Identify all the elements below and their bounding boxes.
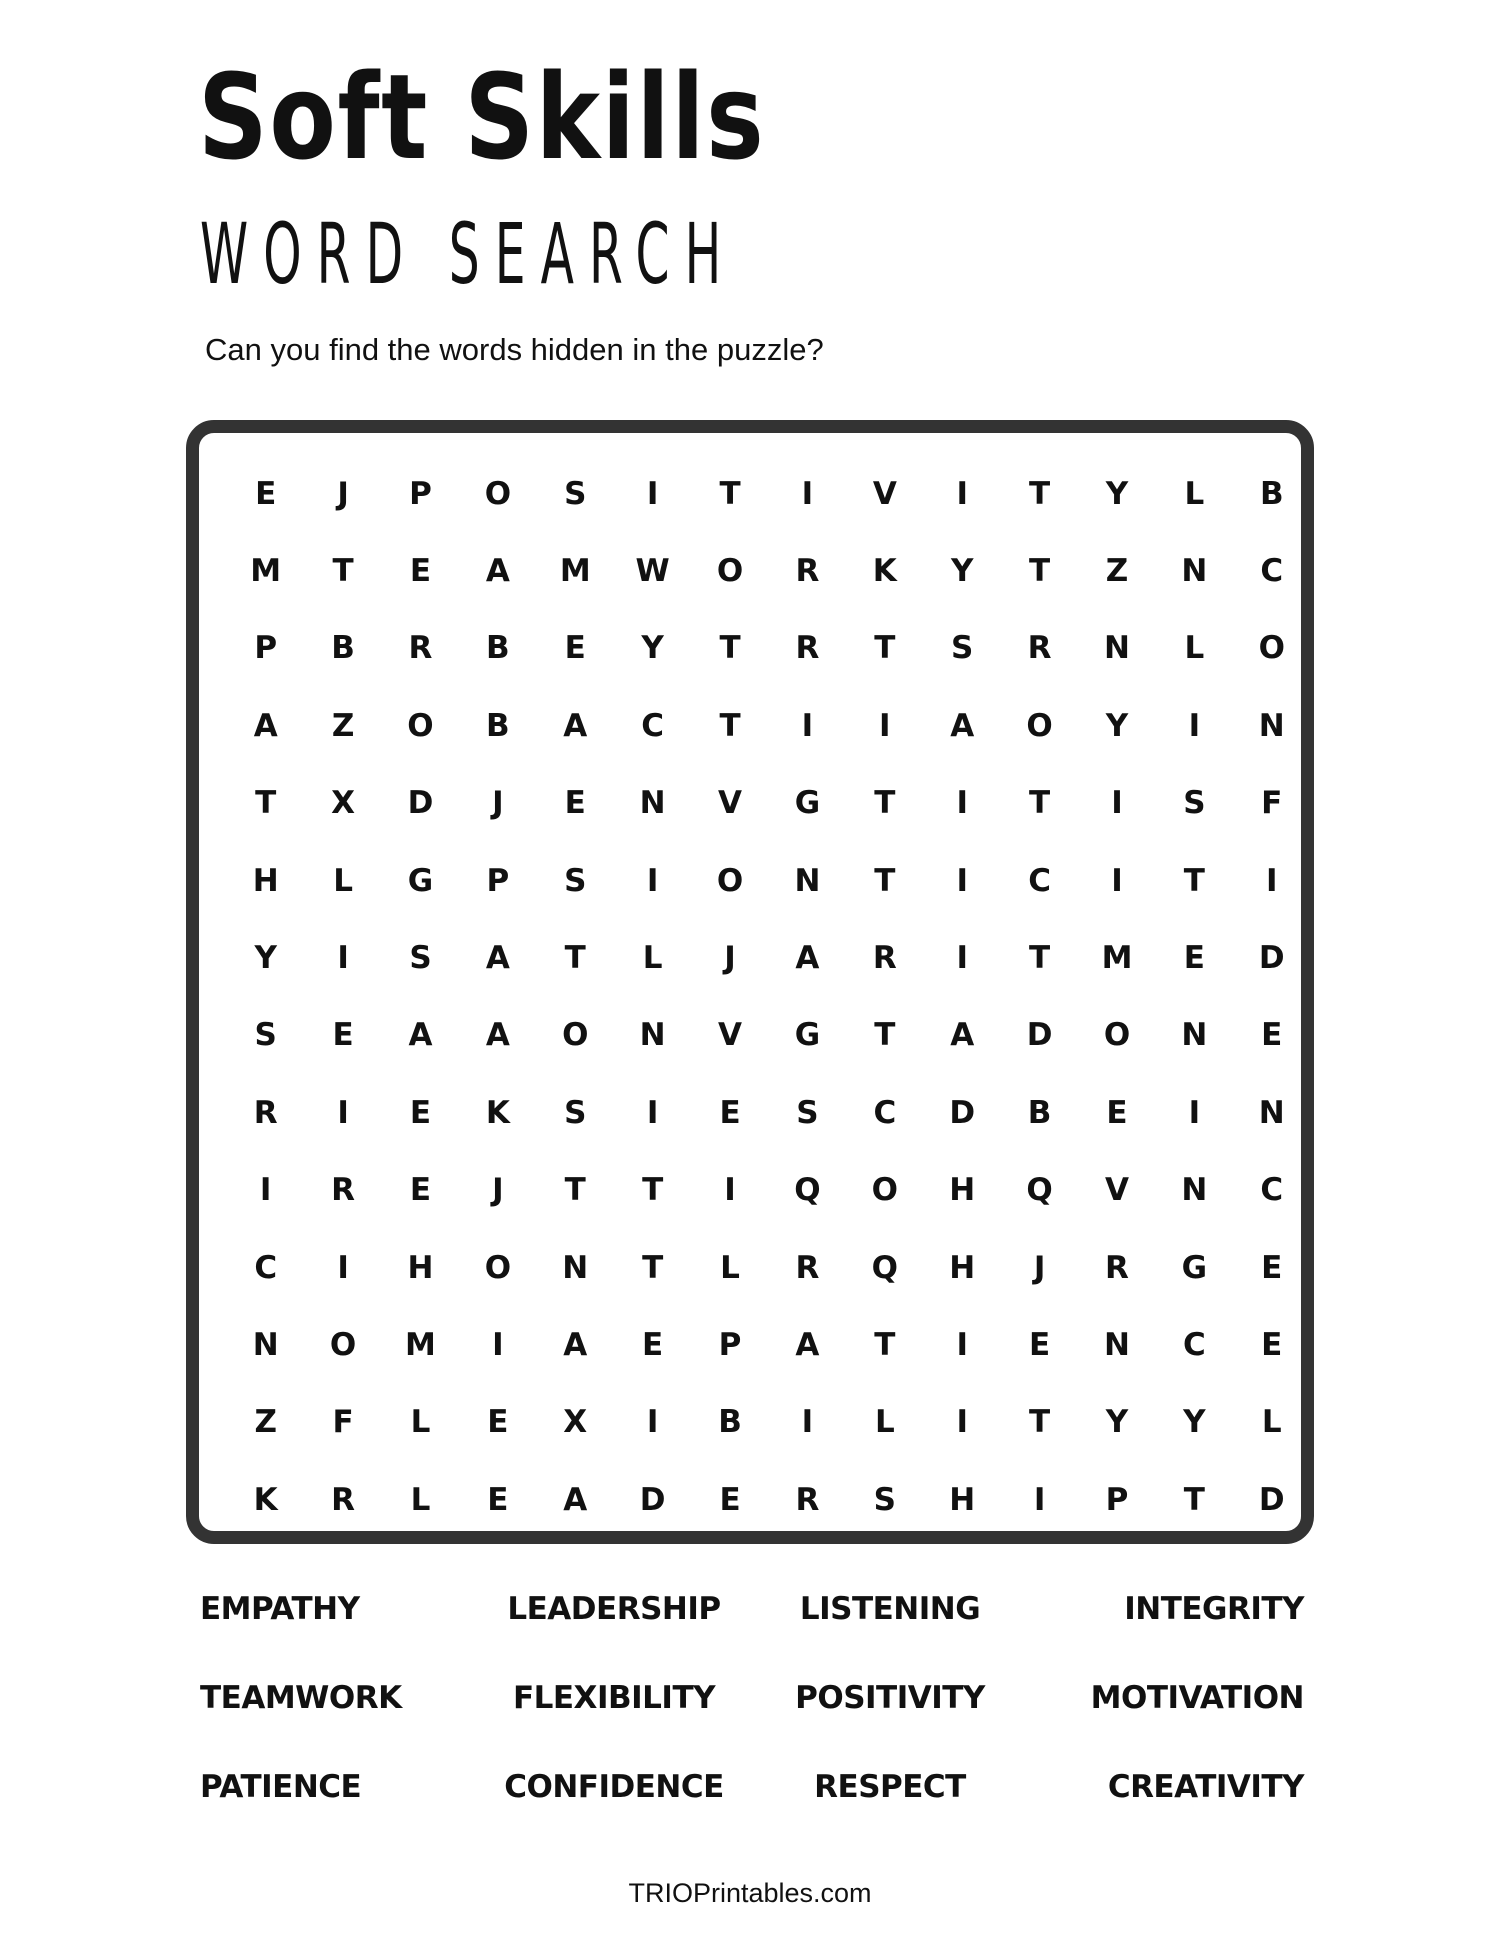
grid-letter[interactable]: Y <box>1105 1404 1129 1441</box>
grid-letter[interactable]: E <box>642 1326 664 1363</box>
grid-letter[interactable]: N <box>1258 1094 1285 1131</box>
grid-letter[interactable]: Q <box>1026 1172 1053 1209</box>
grid-letter[interactable]: I <box>724 1172 736 1209</box>
grid-letter[interactable]: D <box>407 785 434 822</box>
grid-letter[interactable]: I <box>1188 1094 1201 1131</box>
grid-letter[interactable]: P <box>1105 1481 1129 1518</box>
grid-letter[interactable]: I <box>956 785 968 822</box>
grid-letter[interactable]: H <box>949 1481 976 1518</box>
instructions: Can you find the words hidden in the puzzle? <box>205 332 824 367</box>
grid-letter[interactable]: T <box>874 630 896 667</box>
grid-letter[interactable]: V <box>872 475 897 512</box>
grid-letter[interactable]: J <box>1033 1249 1046 1286</box>
grid-letter[interactable]: T <box>874 785 896 822</box>
grid-letter[interactable]: V <box>1104 1172 1129 1209</box>
grid-letter[interactable]: T <box>874 1326 896 1363</box>
grid-letter[interactable]: B <box>486 707 510 744</box>
grid-letter[interactable]: L <box>333 862 353 899</box>
grid-letter[interactable]: I <box>492 1326 504 1363</box>
word-list-item: CONFIDENCE <box>504 1769 724 1805</box>
page-title: Soft Skills <box>198 48 766 186</box>
grid-letter[interactable]: B <box>1027 1094 1052 1131</box>
grid-letter[interactable]: E <box>564 785 586 822</box>
grid-letter[interactable]: J <box>337 475 349 512</box>
word-list-item: POSITIVITY <box>795 1680 985 1716</box>
grid-letter[interactable]: E <box>487 1481 509 1518</box>
grid-letter[interactable]: L <box>874 1404 895 1441</box>
grid-letter[interactable]: E <box>487 1404 509 1441</box>
letter-grid <box>227 455 1310 1538</box>
grid-letter[interactable]: N <box>639 1017 666 1054</box>
grid-letter[interactable]: T <box>642 1172 664 1209</box>
grid-letter[interactable]: N <box>1258 707 1285 744</box>
grid-letter[interactable]: A <box>795 1326 820 1363</box>
grid-letter[interactable]: L <box>410 1404 431 1441</box>
word-list-item: LISTENING <box>799 1591 981 1627</box>
grid-letter[interactable]: A <box>563 1326 588 1363</box>
grid-letter[interactable]: O <box>1026 707 1053 744</box>
grid-letter[interactable]: X <box>331 785 356 822</box>
grid-letter[interactable]: S <box>951 630 974 667</box>
grid-letter[interactable]: I <box>646 475 659 512</box>
grid-letter[interactable]: R <box>253 1094 278 1131</box>
grid-letter[interactable]: A <box>563 1481 588 1518</box>
grid-letter[interactable]: I <box>801 475 814 512</box>
grid-letter[interactable]: O <box>1103 1017 1131 1054</box>
grid-letter[interactable]: R <box>1027 630 1052 667</box>
grid-letter[interactable]: Y <box>254 940 277 977</box>
grid-letter[interactable]: N <box>1181 1017 1208 1054</box>
grid-letter[interactable]: A <box>253 707 278 744</box>
puzzle-frame <box>186 420 1314 1544</box>
grid-letter[interactable]: S <box>409 940 432 977</box>
grid-letter[interactable]: K <box>485 1094 510 1131</box>
grid-letter[interactable]: A <box>950 1017 975 1054</box>
grid-letter[interactable]: V <box>718 1017 743 1054</box>
grid-letter[interactable]: O <box>716 553 744 590</box>
grid-letter[interactable]: N <box>1104 1326 1130 1363</box>
grid-letter[interactable]: R <box>331 1172 356 1209</box>
grid-letter[interactable]: Y <box>1105 707 1129 744</box>
grid-letter[interactable]: D <box>1026 1017 1053 1054</box>
grid-letter[interactable]: B <box>486 630 510 667</box>
grid-letter[interactable]: N <box>252 1326 279 1363</box>
grid-letter[interactable]: I <box>1188 707 1201 744</box>
grid-letter[interactable]: S <box>564 475 587 512</box>
grid-letter[interactable]: Q <box>871 1249 898 1286</box>
grid-letter[interactable]: S <box>796 1094 819 1131</box>
grid-letter[interactable]: I <box>801 707 814 744</box>
grid-letter[interactable]: T <box>564 940 586 977</box>
word-list-item: FLEXIBILITY <box>512 1680 716 1716</box>
grid-letter[interactable]: I <box>337 1094 349 1131</box>
grid-letter[interactable]: C <box>1028 862 1051 899</box>
grid-letter[interactable]: M <box>559 553 591 590</box>
grid-letter[interactable]: D <box>949 1094 976 1131</box>
grid-letter[interactable]: K <box>872 553 897 590</box>
word-list-item: CREATIVITY <box>1107 1769 1304 1805</box>
grid-letter[interactable]: O <box>407 707 434 744</box>
grid-letter[interactable]: I <box>956 1326 968 1363</box>
grid-letter[interactable]: I <box>259 1172 272 1209</box>
grid-letter[interactable]: R <box>331 1481 356 1518</box>
grid-letter[interactable]: I <box>1033 1481 1046 1518</box>
grid-letter[interactable]: C <box>1260 553 1284 590</box>
grid-letter[interactable]: C <box>873 1094 897 1131</box>
grid-letter[interactable]: L <box>720 1249 740 1286</box>
grid-letter[interactable]: R <box>795 553 820 590</box>
grid-letter[interactable]: Y <box>1183 1404 1206 1441</box>
grid-letter[interactable]: N <box>1104 630 1130 667</box>
grid-letter[interactable]: Y <box>950 553 974 590</box>
grid-letter[interactable]: O <box>484 1249 512 1286</box>
grid-letter[interactable]: O <box>484 475 512 512</box>
grid-letter[interactable]: H <box>949 1172 976 1209</box>
grid-letter[interactable]: P <box>254 630 278 667</box>
grid-letter[interactable]: N <box>1181 553 1208 590</box>
grid-letter[interactable]: P <box>409 475 432 512</box>
grid-letter[interactable]: L <box>1184 630 1205 667</box>
grid-letter[interactable]: T <box>1029 940 1051 977</box>
grid-letter[interactable]: Y <box>1105 475 1129 512</box>
grid-letter[interactable]: R <box>795 1481 820 1518</box>
grid-letter[interactable]: L <box>410 1481 431 1518</box>
grid-letter[interactable]: O <box>329 1326 357 1363</box>
grid-letter[interactable]: R <box>1105 1249 1129 1286</box>
grid-letter[interactable]: M <box>1101 940 1133 977</box>
grid-letter[interactable]: I <box>646 1404 659 1441</box>
grid-letter[interactable]: Z <box>331 707 355 744</box>
grid-letter[interactable]: T <box>1183 862 1205 899</box>
word-list-item: LEADERSHIP <box>507 1591 721 1627</box>
grid-letter[interactable]: I <box>1266 862 1278 899</box>
grid-letter[interactable]: I <box>1111 862 1123 899</box>
grid-letter[interactable]: A <box>408 1017 433 1054</box>
grid-letter[interactable]: T <box>874 862 896 899</box>
grid-letter[interactable]: H <box>252 862 279 899</box>
grid-letter[interactable]: T <box>1029 785 1051 822</box>
grid-letter[interactable]: D <box>1258 940 1285 977</box>
grid-letter[interactable]: I <box>646 862 659 899</box>
grid-letter[interactable]: T <box>1029 475 1051 512</box>
grid-letter[interactable]: I <box>646 1094 659 1131</box>
grid-letter[interactable]: O <box>871 1172 898 1209</box>
grid-letter[interactable]: L <box>1261 1404 1282 1441</box>
grid-letter[interactable]: E <box>1029 1326 1051 1363</box>
word-list-item: PATIENCE <box>200 1769 362 1805</box>
grid-letter[interactable]: R <box>795 1249 820 1286</box>
grid-letter[interactable]: D <box>1258 1481 1285 1518</box>
grid-letter[interactable]: J <box>724 940 736 977</box>
grid-letter[interactable]: T <box>874 1017 896 1054</box>
grid-letter[interactable]: E <box>719 1094 741 1131</box>
grid-letter[interactable]: E <box>409 1094 432 1131</box>
grid-letter[interactable]: E <box>564 630 586 667</box>
grid-letter[interactable]: T <box>564 1172 586 1209</box>
grid-letter[interactable]: A <box>485 1017 510 1054</box>
grid-letter[interactable]: E <box>409 1172 432 1209</box>
grid-letter[interactable]: I <box>1111 785 1123 822</box>
word-list-item: TEAMWORK <box>200 1680 402 1716</box>
word-list-item: EMPATHY <box>200 1591 360 1627</box>
grid-letter[interactable]: E <box>719 1481 741 1518</box>
grid-letter[interactable]: E <box>1261 1017 1283 1054</box>
grid-letter[interactable]: M <box>405 1326 436 1363</box>
grid-letter[interactable]: T <box>1029 1404 1051 1441</box>
grid-letter[interactable]: T <box>332 553 354 590</box>
grid-letter[interactable]: T <box>1183 1481 1205 1518</box>
grid-letter[interactable]: A <box>950 707 975 744</box>
grid-letter[interactable]: N <box>562 1249 589 1286</box>
grid-letter[interactable]: I <box>337 1249 349 1286</box>
grid-letter[interactable]: Y <box>641 630 664 667</box>
grid-letter[interactable]: I <box>801 1404 814 1441</box>
word-list-item: RESPECT <box>814 1769 966 1805</box>
grid-letter[interactable]: E <box>1183 940 1205 977</box>
grid-letter[interactable]: I <box>956 475 968 512</box>
grid-letter[interactable]: G <box>407 862 434 899</box>
grid-letter[interactable]: I <box>879 707 891 744</box>
grid-letter[interactable]: B <box>331 630 355 667</box>
grid-letter[interactable]: P <box>486 862 510 899</box>
grid-letter[interactable]: G <box>1181 1249 1208 1286</box>
grid-letter[interactable]: F <box>1261 785 1283 822</box>
grid-letter[interactable]: N <box>794 862 821 899</box>
word-list <box>200 1591 1304 1861</box>
grid-letter[interactable]: B <box>1259 475 1284 512</box>
grid-letter[interactable]: Z <box>254 1404 277 1441</box>
grid-letter[interactable]: E <box>1261 1249 1283 1286</box>
grid-letter[interactable]: S <box>564 1094 587 1131</box>
grid-letter[interactable]: X <box>563 1404 588 1441</box>
grid-letter[interactable]: C <box>254 1249 278 1286</box>
grid-letter[interactable]: L <box>642 940 663 977</box>
grid-letter[interactable]: G <box>794 785 821 822</box>
grid-letter[interactable]: D <box>639 1481 666 1518</box>
page-subtitle: WORD SEARCH <box>200 205 737 303</box>
grid-letter[interactable]: H <box>407 1249 434 1286</box>
grid-letter[interactable]: R <box>408 630 433 667</box>
grid-letter[interactable]: A <box>485 553 510 590</box>
grid-letter[interactable]: S <box>254 1017 277 1054</box>
footer-site: TRIOPrintables.com <box>628 1878 872 1908</box>
grid-letter[interactable]: A <box>485 940 510 977</box>
grid-letter[interactable]: E <box>1106 1094 1128 1131</box>
word-list-item: MOTIVATION <box>1090 1680 1304 1716</box>
grid-letter[interactable]: N <box>639 785 666 822</box>
grid-letter[interactable]: T <box>719 630 741 667</box>
word-list-item: INTEGRITY <box>1124 1591 1304 1627</box>
grid-letter[interactable]: S <box>873 1481 896 1518</box>
grid-letter[interactable]: I <box>956 940 968 977</box>
grid-letter[interactable]: W <box>635 553 670 590</box>
grid-letter[interactable]: T <box>719 475 741 512</box>
grid-letter[interactable]: T <box>642 1249 664 1286</box>
grid-letter[interactable]: J <box>492 785 504 822</box>
grid-letter[interactable]: S <box>564 862 587 899</box>
grid-letter[interactable]: N <box>1181 1172 1208 1209</box>
grid-letter[interactable]: Z <box>1105 553 1129 590</box>
grid-letter[interactable]: T <box>719 707 741 744</box>
grid-letter[interactable]: P <box>718 1326 742 1363</box>
grid-letter[interactable]: G <box>794 1017 821 1054</box>
grid-letter[interactable]: E <box>1261 1326 1283 1363</box>
grid-letter[interactable]: R <box>795 630 820 667</box>
grid-letter[interactable]: I <box>956 862 968 899</box>
grid-letter[interactable]: M <box>250 553 282 590</box>
grid-letter[interactable]: E <box>332 1017 354 1054</box>
grid-letter[interactable]: C <box>1260 1172 1284 1209</box>
grid-letter[interactable]: H <box>949 1249 976 1286</box>
grid-letter[interactable]: L <box>1184 475 1205 512</box>
grid-letter[interactable]: V <box>718 785 743 822</box>
grid-letter[interactable]: K <box>253 1481 278 1518</box>
grid-letter[interactable]: I <box>337 940 349 977</box>
grid-letter[interactable]: B <box>718 1404 742 1441</box>
grid-letter[interactable]: Q <box>794 1172 821 1209</box>
grid-letter[interactable]: T <box>255 785 277 822</box>
grid-letter[interactable]: O <box>1258 630 1285 667</box>
grid-letter[interactable]: C <box>641 707 665 744</box>
grid-letter[interactable]: A <box>795 940 820 977</box>
grid-letter[interactable]: R <box>872 940 897 977</box>
grid-letter[interactable]: E <box>409 553 432 590</box>
grid-letter[interactable]: A <box>563 707 588 744</box>
grid-letter[interactable]: T <box>1029 553 1051 590</box>
grid-letter[interactable]: J <box>492 1172 504 1209</box>
grid-letter[interactable]: F <box>332 1404 354 1441</box>
grid-letter[interactable]: C <box>1183 1326 1206 1363</box>
grid-letter[interactable]: E <box>255 475 277 512</box>
grid-letter[interactable]: O <box>716 862 744 899</box>
grid-letter[interactable]: S <box>1183 785 1206 822</box>
grid-letter[interactable]: O <box>562 1017 589 1054</box>
grid-letter[interactable]: I <box>956 1404 968 1441</box>
